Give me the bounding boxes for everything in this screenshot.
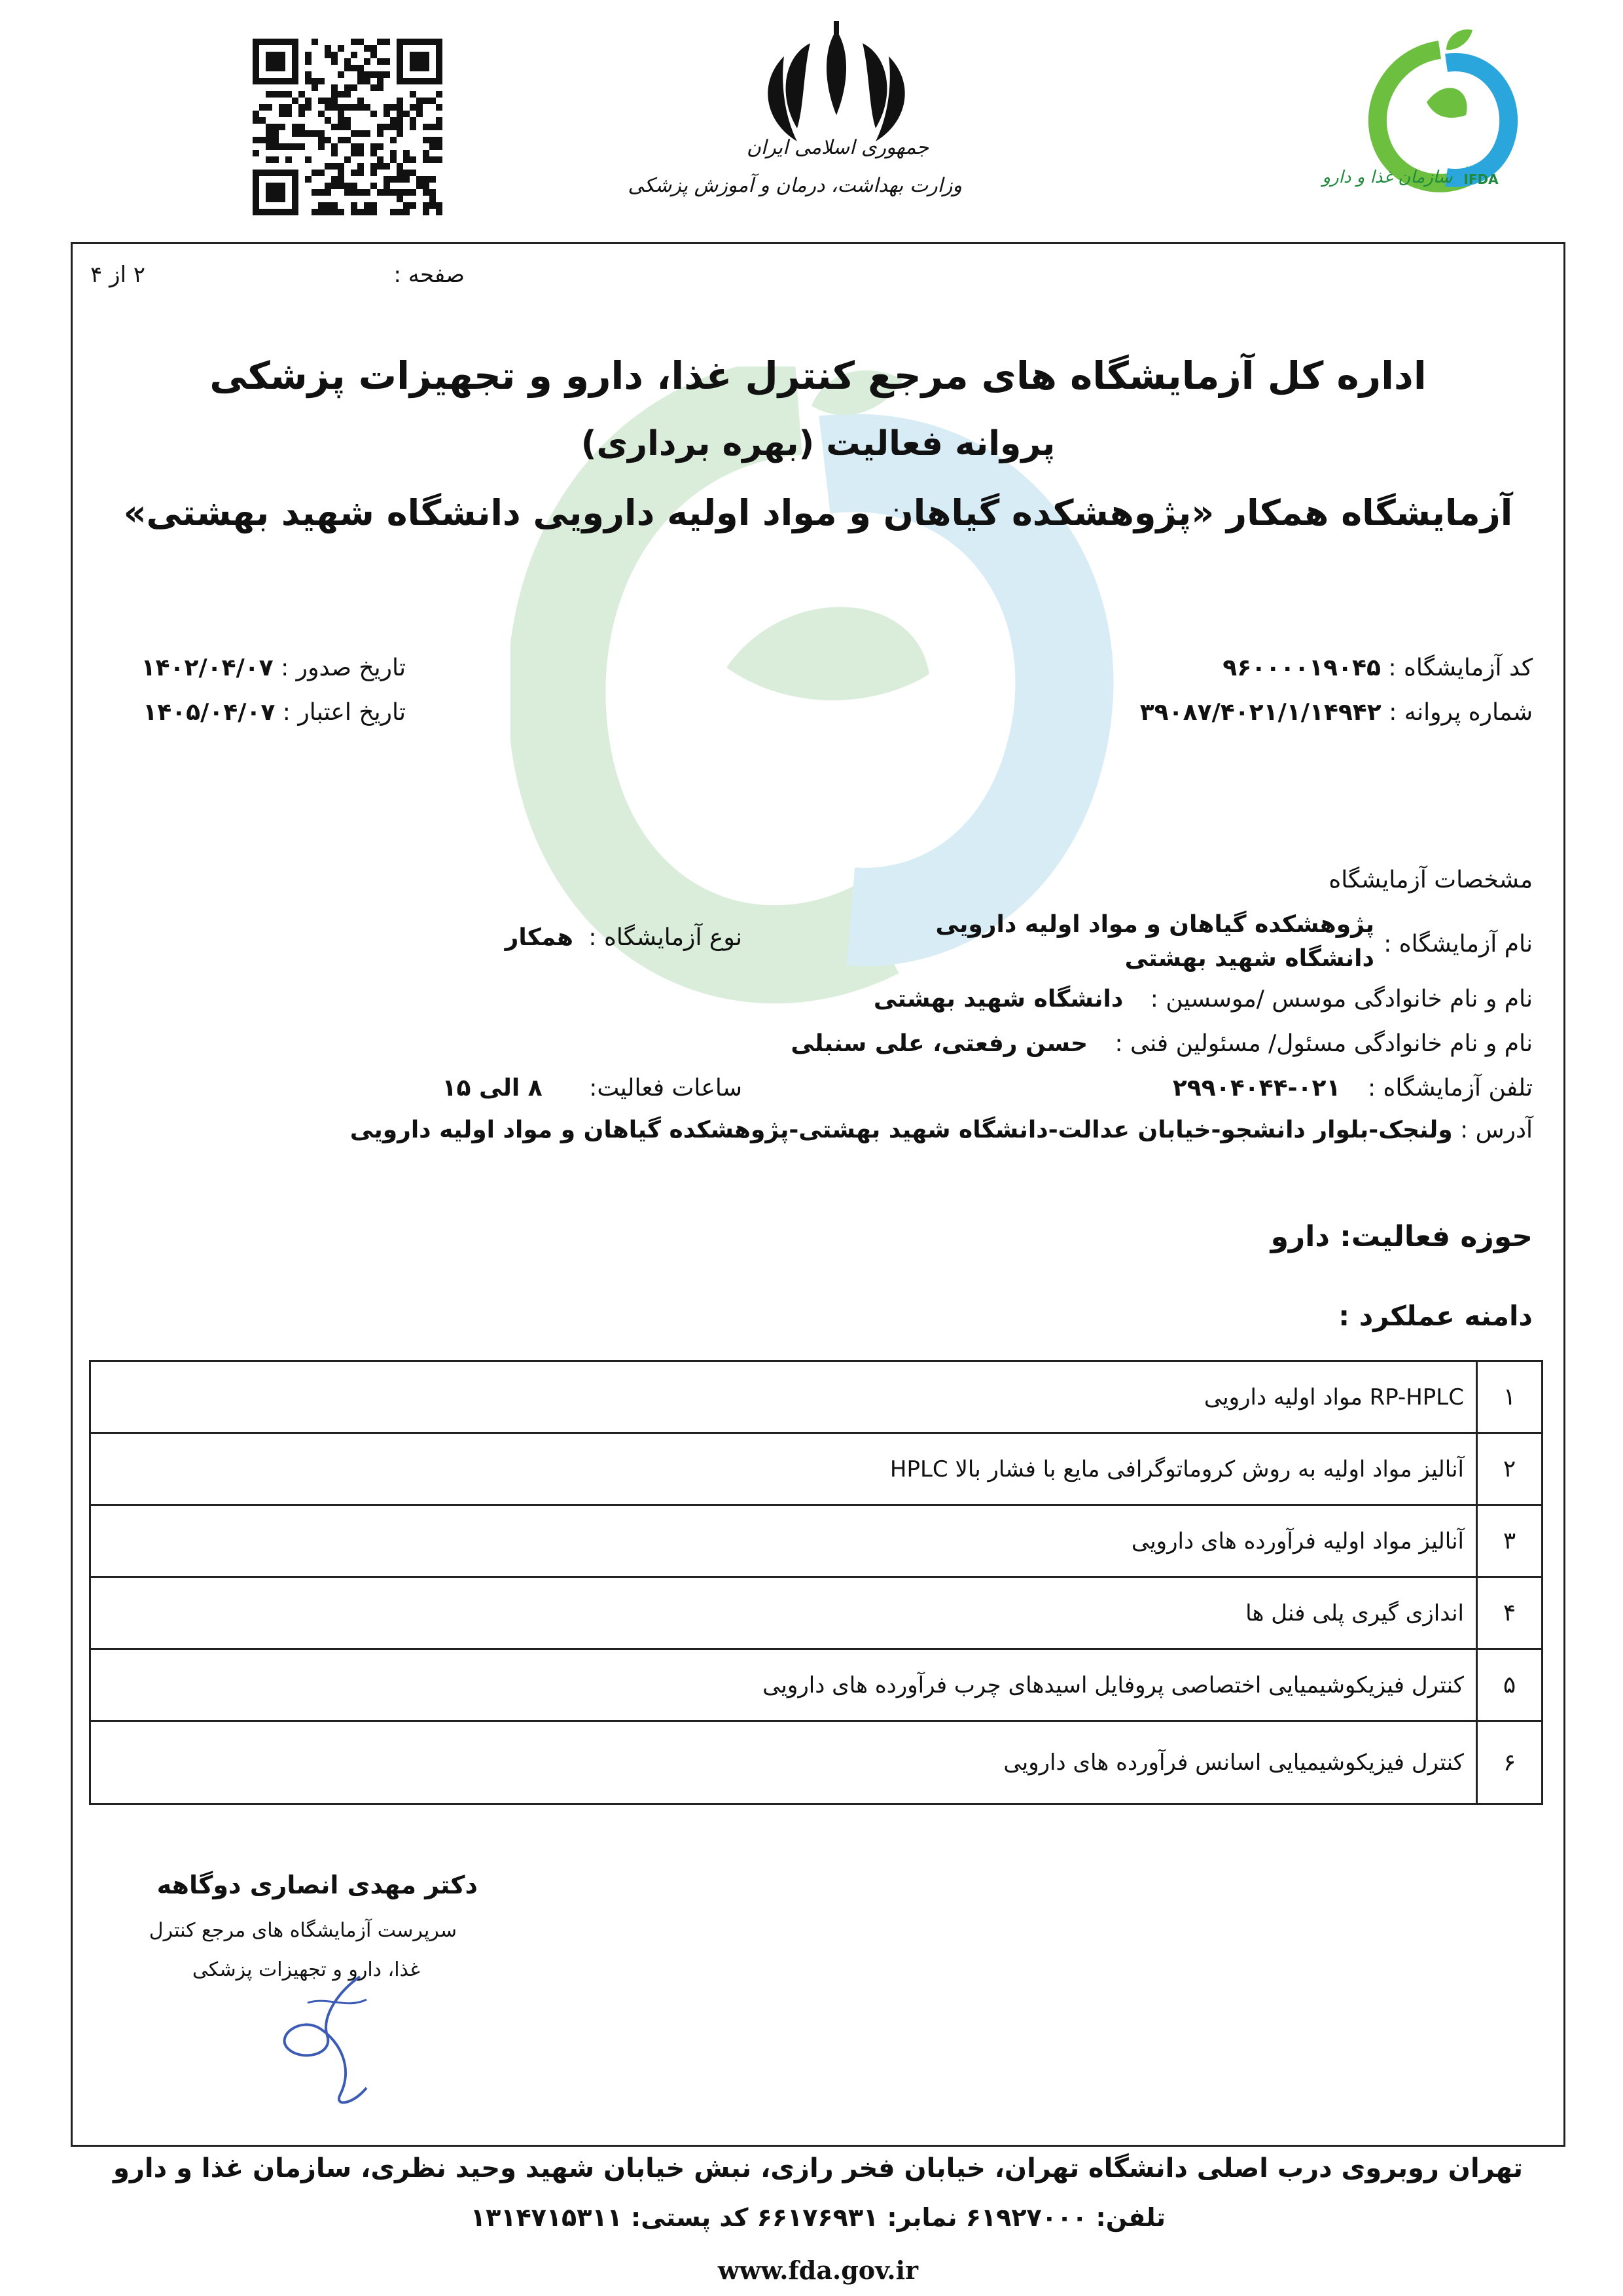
- row-number: ۲: [1476, 1434, 1541, 1504]
- title-lab: آزمایشگاه همکار «پژوهشکده گیاهان و مواد اولیه دارویی دانشگاه شهید بهشتی»: [123, 492, 1513, 533]
- signatory-role-2: غذا، دارو و تجهیزات پزشکی: [192, 1958, 420, 1981]
- row-text: کنترل فیزیکوشیمیایی اختصاصی پروفایل اسیدهای چرب فرآورده های دارویی: [762, 1672, 1464, 1698]
- page-label: صفحه :: [393, 262, 465, 288]
- lab-name-label: نام آزمایشگاه :: [1383, 931, 1533, 958]
- valid-date: [143, 699, 406, 726]
- lab-code-label: کد آزمایشگاه :: [1388, 655, 1533, 681]
- handwritten-signature: [262, 1964, 419, 2114]
- activity-field: [1271, 1220, 1533, 1253]
- lab-phone-label: تلفن آزمایشگاه :: [1367, 1075, 1533, 1102]
- row-number: ۳: [1476, 1506, 1541, 1576]
- signatory-name: دکتر مهدی انصاری دوگاهه: [156, 1871, 478, 1899]
- footer-address: تهران روبروی درب اصلی دانشگاه تهران، خیابان فخر رازی، نبش خیابان شهید وحید نظری، سازمان غذا و دارو: [113, 2153, 1523, 2183]
- valid-date-label: تاریخ اعتبار :: [282, 699, 406, 726]
- row-number: ۵: [1476, 1650, 1541, 1720]
- signatory-role-1: سرپرست آزمایشگاه های مرجع کنترل: [149, 1919, 457, 1942]
- founder: [874, 986, 1533, 1013]
- technical-manager-label: نام و نام خانوادگی مسئول/ مسئولین فنی :: [1115, 1030, 1533, 1057]
- license-number-value: ۳۹۰۸۷/۴۰۲۱/۱/۱۴۹۴۲: [1139, 699, 1382, 726]
- scope-label: دامنه عملکرد :: [1338, 1300, 1533, 1332]
- lab-phone: [1173, 1075, 1533, 1102]
- activity-hours-label: ساعات فعالیت:: [589, 1075, 742, 1102]
- table-row: [91, 1506, 1541, 1578]
- table-row: [91, 1434, 1541, 1506]
- founder-value: دانشگاه شهید بهشتی: [873, 986, 1124, 1013]
- row-number: ۱: [1476, 1362, 1541, 1432]
- ifda-name-en: IFDA: [1463, 171, 1499, 187]
- lab-type-label: نوع آزمایشگاه :: [588, 924, 742, 951]
- row-text: کنترل فیزیکوشیمیایی اسانس فرآورده های دارویی: [1003, 1749, 1464, 1776]
- title-license: پروانه فعالیت (بهره برداری): [580, 424, 1056, 463]
- issue-date-value: ۱۴۰۲/۰۴/۰۷: [141, 655, 274, 681]
- row-text: آنالیز مواد اولیه فرآورده های دارویی: [1131, 1528, 1464, 1554]
- founder-label: نام و نام خانوادگی موسس /موسسین :: [1150, 986, 1533, 1013]
- lab-name-value-2: دانشگاه شهید بهشتی: [1124, 945, 1374, 972]
- lab-address-label: آدرس :: [1460, 1117, 1533, 1143]
- row-text: RP-HPLC مواد اولیه دارویی: [1204, 1384, 1464, 1410]
- lab-code-value: ۹۶۰۰۰۰۱۹۰۴۵: [1222, 655, 1381, 681]
- table-row: [91, 1722, 1541, 1803]
- lab-name-value-1: پژوهشکده گیاهان و مواد اولیه دارویی: [935, 911, 1374, 938]
- activity-field-label: حوزه فعالیت:: [1340, 1220, 1533, 1253]
- activity-hours-value: ۸ الی ۱۵: [442, 1075, 543, 1102]
- title-department: اداره کل آزمایشگاه های مرجع کنترل غذا، دارو و تجهیزات پزشکی: [209, 353, 1427, 398]
- license-number: [1140, 699, 1533, 726]
- table-row: [91, 1578, 1541, 1650]
- footer-phones: تلفن: ۶۱۹۲۷۰۰۰ نمابر: ۶۶۱۷۶۹۳۱ کد پستی: ۱۳۱۴۷۱۵۳۱۱: [470, 2203, 1166, 2232]
- lab-phone-value: ۰۲۱-۲۹۹۰۴۰۴۴: [1172, 1075, 1341, 1102]
- issue-date: [141, 655, 406, 681]
- row-number: ۴: [1476, 1578, 1541, 1648]
- lab-address-value: ولنجک-بلوار دانشجو-خیابان عدالت-دانشگاه شهید بهشتی-پژوهشکده گیاهان و مواد اولیه دارویی: [349, 1117, 1453, 1143]
- valid-date-value: ۱۴۰۵/۰۴/۰۷: [143, 699, 276, 726]
- lab-info-title: مشخصات آزمایشگاه: [1329, 867, 1533, 893]
- row-number: ۶: [1476, 1722, 1541, 1803]
- table-row: [91, 1362, 1541, 1434]
- technical-manager-value: حسن رفعتی، علی سنبلی: [791, 1030, 1088, 1057]
- activity-field-value: دارو: [1270, 1220, 1330, 1253]
- lab-type-value: همکار: [505, 924, 573, 951]
- lab-address: [350, 1117, 1533, 1143]
- ifda-name-fa: سازمان غذا و دارو: [1322, 168, 1453, 187]
- page-number: ۲ از ۴: [90, 262, 146, 288]
- lab-type: [505, 924, 742, 951]
- qr-code: [253, 38, 442, 216]
- table-row: [91, 1650, 1541, 1722]
- ministry-line-2: وزارت بهداشت، درمان و آموزش پزشکی: [628, 174, 962, 197]
- ministry-line-1: جمهوری اسلامی ایران: [746, 136, 929, 159]
- iran-emblem-logo: [628, 17, 962, 233]
- row-text: آنالیز مواد اولیه به روش کروماتوگرافی مایع با فشار بالا HPLC: [889, 1456, 1464, 1482]
- row-text: اندازی گیری پلی فنل ها: [1245, 1600, 1464, 1626]
- activity-hours: [442, 1075, 742, 1102]
- footer-website: www.fda.gov.ir: [717, 2255, 919, 2285]
- issue-date-label: تاریخ صدور :: [281, 655, 406, 681]
- license-number-label: شماره پروانه :: [1389, 699, 1533, 726]
- lab-code: [1222, 655, 1533, 681]
- technical-manager: [791, 1030, 1533, 1057]
- scope-table: [89, 1360, 1543, 1805]
